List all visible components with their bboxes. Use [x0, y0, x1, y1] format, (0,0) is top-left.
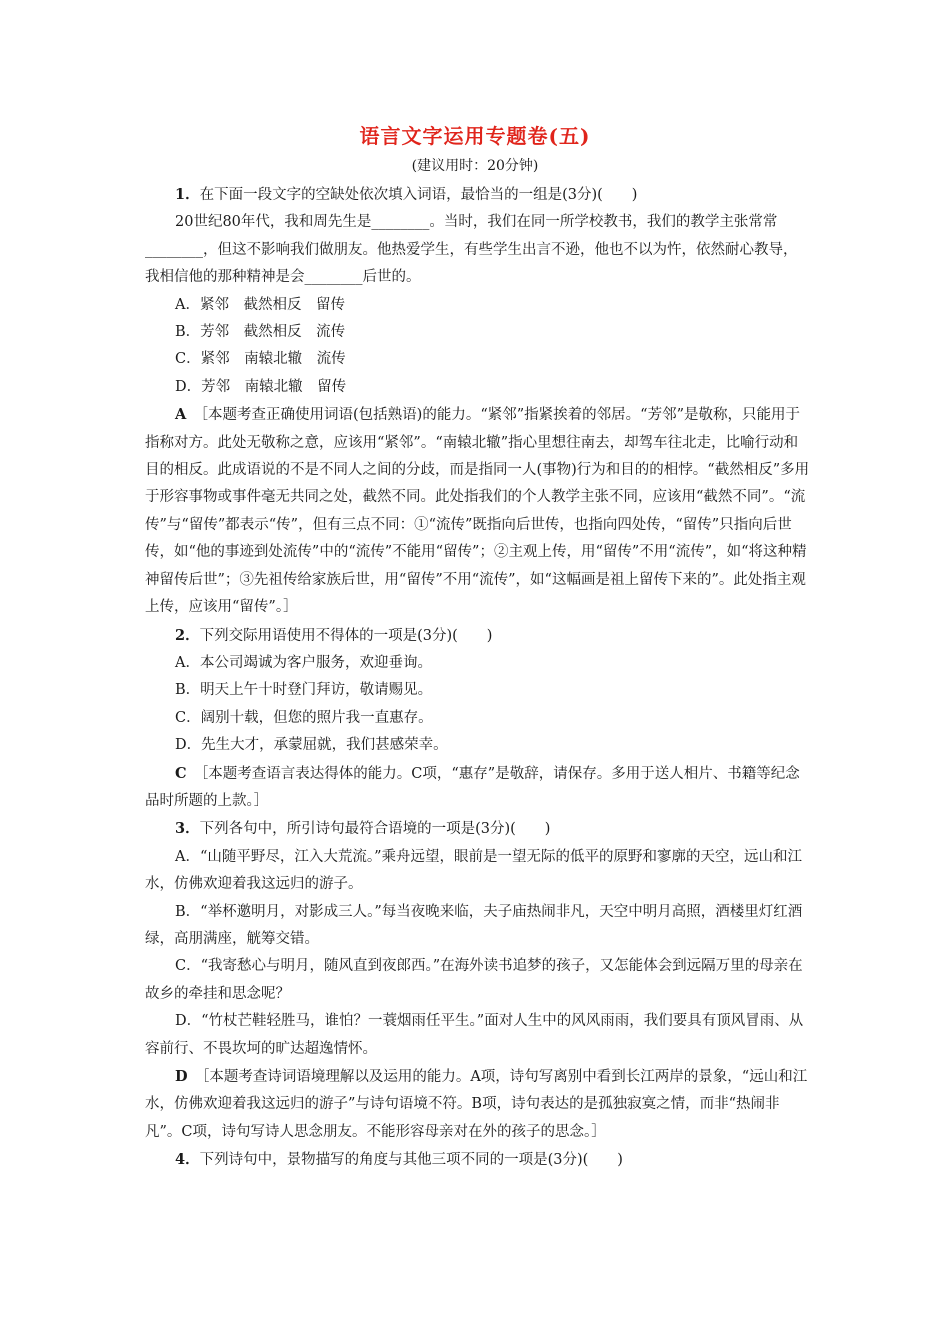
answer-option: C．阔别十载，但您的照片我一直惠存。	[175, 709, 433, 726]
answer-option: B．明天上午十时登门拜访，敬请赐见。	[175, 682, 433, 699]
question-number: 1．	[175, 186, 200, 203]
answer-option: A．“山随平野尽，江入大荒流。”乘舟远望，眼前是一望无际的低平的原野和寥廓的天空，远山和江水，仿佛欢迎着我这远归的游子。	[145, 848, 803, 893]
question-stem: 2．下列交际用语使用不得体的一项是(3分)( )	[175, 626, 493, 644]
answer-key: C	[175, 764, 187, 782]
answer-key: D	[175, 1068, 188, 1085]
answer-option: D．“竹杖芒鞋轻胜马，谁怕？一蓑烟雨任平生。”面对人生中的风风雨雨，我们要具有顶风冒雨、从容前行、不畏坎坷的旷达超逸情怀。	[145, 1013, 804, 1057]
answer-explanation: C ［本题考查语言表达得体的能力。C项，“惠存”是敬辞，请保存。多用于送人相片、书籍等纪念品时所题的上款。］	[145, 764, 800, 809]
answer-option: D．芳邻 南辕北辙 留传	[175, 378, 347, 395]
answer-key: A	[175, 406, 187, 424]
question-number: 4．	[175, 1151, 200, 1169]
answer-explanation: D ［本题考查诗词语境理解以及运用的能力。A项，诗句写离别中看到长江两岸的景象，“远山和江水，仿佛欢迎着我这远归的游子”与诗句语境不符。B项，诗句表达的是孤独寂寞之情，而非“热闹非凡”。C项，诗句写诗人思念朋友。不能形容母亲对在外的孩子的思念。］	[145, 1068, 808, 1140]
question-stem: 3．下列各句中，所引诗句最符合语境的一项是(3分)( )	[175, 820, 551, 838]
answer-explanation: A ［本题考查正确使用词语(包括熟语)的能力。“紧邻”指紧挨着的邻居。“芳邻”是敬称，只能用于指称对方。此处无敬称之意，应该用“紧邻”。“南辕北辙”指心里想往南去，却驾车往北走，比喻行动和目的相反。此成语说的不是不同人之间的分歧，而是指同一人(事物)行为和目的的相悖。“截然相反”多用于形容事物或事件毫无共同之处，截然不同。此处指我们的个人教学主张不同，应该用“截然不同”。“流传”与“留传”都表示“传”，但有三点不同：①“流传”既指向后世传，也指向四处传，“留传”只指向后世传，如“他的事迹到处流传”中的“流传”不能用“留传”；②主观上传，用“留传”不用“流传”，如“将这种精神留传后世”；③先祖传给家族后世，用“留传”不用“流传”，如“这幅画是祖上留传下来的”。此处指主观上传，应该用“留传”。］	[145, 406, 810, 616]
question-stem: 1．在下面一段文字的空缺处依次填入词语，最恰当的一组是(3分)( )	[175, 186, 638, 203]
answer-option: B．“举杯邀明月，对影成三人。”每当夜晚来临，夫子庙热闹非凡，天空中明月高照，酒楼里灯红酒绿，高朋满座，觥筹交错。	[145, 903, 803, 947]
question-stem: 4．下列诗句中，景物描写的角度与其他三项不同的一项是(3分)( )	[175, 1151, 623, 1169]
question-number: 2．	[175, 626, 200, 644]
answer-option: A．本公司竭诚为客户服务，欢迎垂询。	[175, 654, 432, 671]
question-number: 3．	[175, 820, 200, 838]
answer-option: C．“我寄愁心与明月，随风直到夜郎西。”在海外读书追梦的孩子，又怎能体会到远隔万里的母亲在故乡的牵挂和思念呢？	[145, 958, 803, 1002]
answer-option: B．芳邻 截然相反 流传	[175, 324, 346, 341]
answer-option: D．先生大才，承蒙屈就，我们甚感荣幸。	[175, 737, 448, 754]
answer-option: C．紧邻 南辕北辙 流传	[175, 351, 346, 368]
page-title: 语言文字运用专题卷(五)	[359, 124, 591, 148]
question-passage: 20世纪80年代，我和周先生是________。当时，我们在同一所学校教书，我们的教学主张常常________，但这不影响我们做朋友。他热爱学生，有些学生出言不逊，他也不以为忤，依然耐心教导，我相信他的那种精神是会________后世的。	[145, 214, 798, 286]
page-subtitle: (建议用时：20分钟)	[411, 158, 539, 174]
answer-option: A．紧邻 截然相反 留传	[175, 296, 345, 313]
document-body	[145, 181, 811, 1175]
